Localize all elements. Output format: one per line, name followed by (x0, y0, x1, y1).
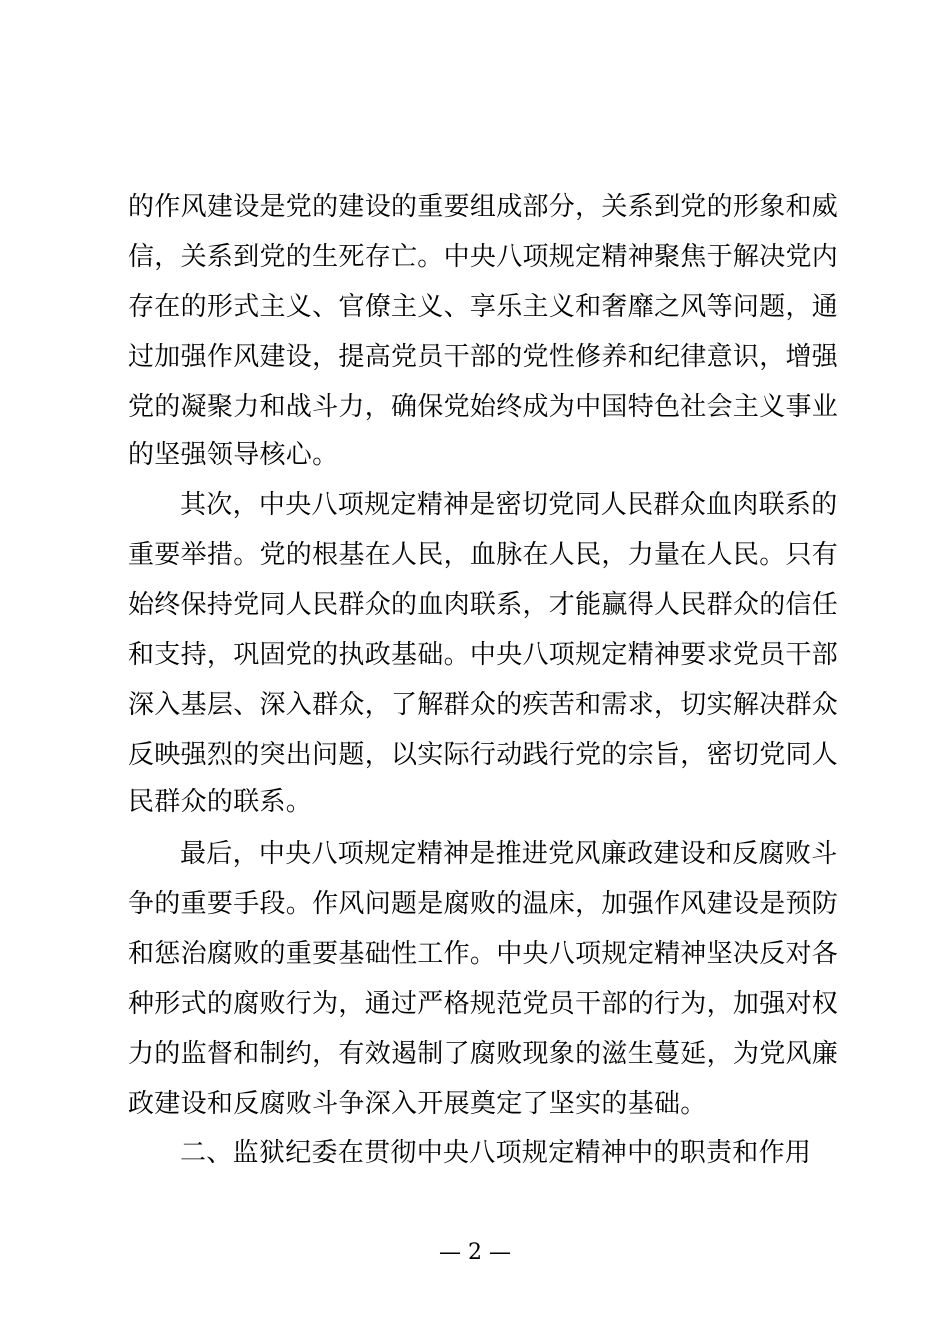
text-line: 存在的形式主义、官僚主义、享乐主义和奢靡之风等问题，通 (128, 292, 839, 322)
text-line: 深入基层、深入群众，了解群众的疾苦和需求，切实解决群众 (128, 690, 839, 720)
text-line: 反映强烈的突出问题，以实际行动践行党的宗旨，密切党同人 (128, 740, 839, 770)
text-line: 党的凝聚力和战斗力，确保党始终成为中国特色社会主义事业 (128, 392, 839, 422)
text-line: 始终保持党同人民群众的血肉联系，才能赢得人民群众的信任 (128, 590, 839, 620)
text-line: 政建设和反腐败斗争深入开展奠定了坚实的基础。 (128, 1089, 707, 1119)
text-line: 信，关系到党的生死存亡。中央八项规定精神聚焦于解决党内 (128, 242, 839, 272)
section-heading: 二、监狱纪委在贯彻中央八项规定精神中的职责和作用 (180, 1138, 812, 1168)
paragraph-first-line: 其次，中央八项规定精神是密切党同人民群众血肉联系的 (180, 490, 838, 520)
text-line: 和惩治腐败的重要基础性工作。中央八项规定精神坚决反对各 (128, 939, 839, 969)
text-line: 和支持，巩固党的执政基础。中央八项规定精神要求党员干部 (128, 640, 839, 670)
paragraph-first-line: 最后，中央八项规定精神是推进党风廉政建设和反腐败斗 (180, 839, 838, 869)
text-line: 的坚强领导核心。 (128, 440, 339, 470)
text-line: 种形式的腐败行为，通过严格规范党员干部的行为，加强对权 (128, 989, 839, 1019)
page-number: — 2 — (439, 1240, 511, 1265)
text-line: 重要举措。党的根基在人民，血脉在人民，力量在人民。只有 (128, 540, 839, 570)
text-line: 争的重要手段。作风问题是腐败的温床，加强作风建设是预防 (128, 889, 839, 919)
text-line: 过加强作风建设，提高党员干部的党性修养和纪律意识，增强 (128, 342, 839, 372)
text-line: 力的监督和制约，有效遏制了腐败现象的滋生蔓延，为党风廉 (128, 1039, 839, 1069)
text-line: 民群众的联系。 (128, 787, 313, 817)
text-line: 的作风建设是党的建设的重要组成部分，关系到党的形象和威 (128, 192, 839, 222)
